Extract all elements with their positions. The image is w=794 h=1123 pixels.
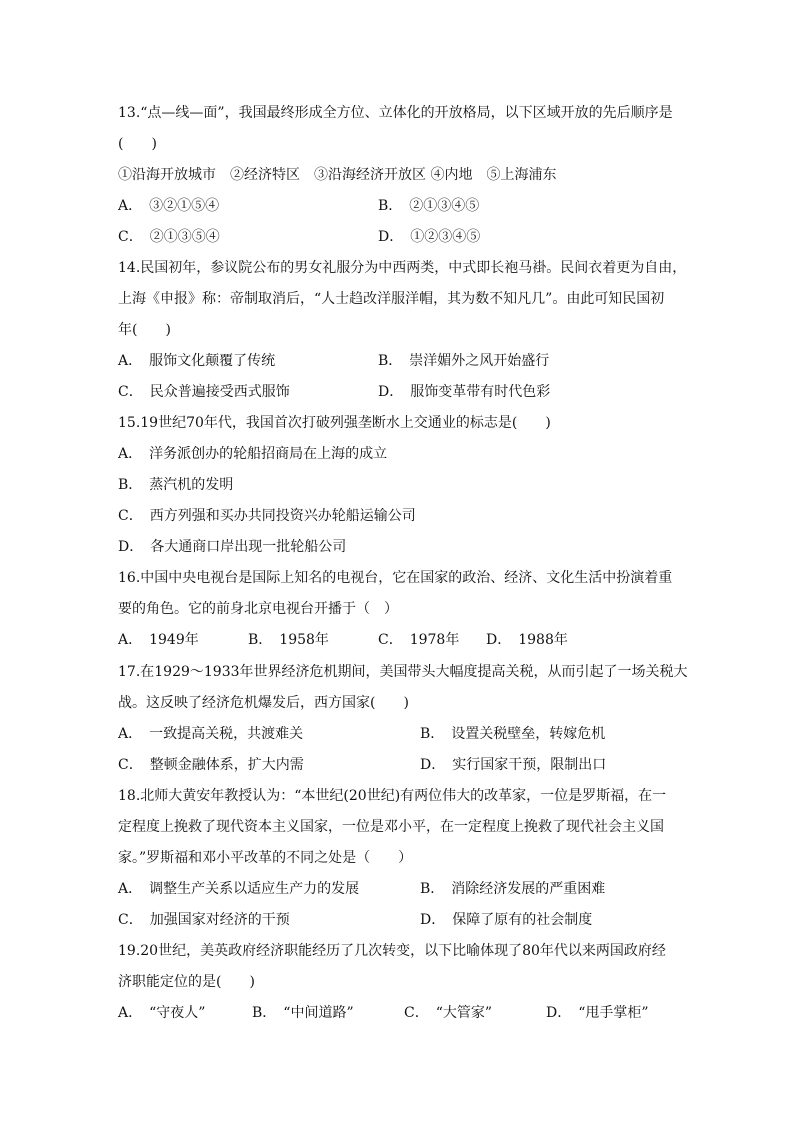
question-18-option-d: D． 保障了原有的社会制度: [420, 912, 593, 928]
question-15-option-c: C． 西方列强和买办共同投资兴办轮船运输公司: [118, 508, 416, 524]
question-13-stem-line-1: 13.“点—线—面”，我国最终形成全方位、立体化的开放格局，以下区域开放的先后顺序是: [118, 105, 673, 121]
question-13-items: ①沿海开放城市 ②经济特区 ③沿海经济开放区 ④内地 ⑤上海浦东: [118, 167, 557, 183]
question-16-option-d: D． 1988年: [486, 632, 568, 648]
question-17-option-b: B． 设置关税壁垒，转嫁危机: [420, 726, 606, 742]
question-17-stem-line-1: 17.在1929～1933年世界经济危机期间，美国带头大幅度提高关税，从而引起了一场关税大: [118, 664, 688, 680]
question-18-option-b: B． 消除经济发展的严重困难: [420, 881, 606, 897]
question-19-option-b: B． “中间道路”: [252, 1005, 354, 1021]
question-16-stem-line-1: 16.中国中央电视台是国际上知名的电视台，它在国家的政治、经济、文化生活中扮演着重: [118, 570, 673, 586]
question-17-stem-line-2: 战。这反映了经济危机爆发后，西方国家( ): [118, 695, 409, 711]
question-13-option-b: B． ②①③④⑤: [378, 198, 480, 214]
question-14-option-a: A． 服饰文化颠覆了传统: [118, 353, 276, 369]
question-15-option-a: A． 洋务派创办的轮船招商局在上海的成立: [118, 446, 388, 462]
question-18-stem-line-3: 家。”罗斯福和邓小平改革的不同之处是（ ）: [118, 850, 413, 866]
question-19-stem-line-1: 19.20世纪，美英政府经济职能经历了几次转变，以下比喻体现了80年代以来两国政府经: [118, 943, 666, 959]
question-16-option-b: B． 1958年: [248, 632, 329, 648]
question-14-option-d: D． 服饰变革带有时代色彩: [378, 384, 551, 400]
question-18-option-a: A． 调整生产关系以适应生产力的发展: [118, 881, 360, 897]
question-17-option-c: C． 整顿金融体系，扩大内需: [118, 757, 304, 773]
question-13-option-d: D． ①②③④⑤: [378, 229, 481, 245]
question-15-stem: 15.19世纪70年代，我国首次打破列强垄断水上交通业的标志是( ): [118, 415, 551, 431]
question-16-option-c: C． 1978年: [378, 632, 460, 648]
question-18-stem-line-2: 定程度上挽救了现代资本主义国家，一位是邓小平，在一定程度上挽救了现代社会主义国: [118, 819, 664, 835]
question-15-option-d: D． 各大通商口岸出现一批轮船公司: [118, 539, 347, 555]
question-19-option-a: A． “守夜人”: [118, 1005, 206, 1021]
question-19-option-d: D． “甩手掌柜”: [546, 1005, 649, 1021]
question-14-stem-line-1: 14.民国初年，参议院公布的男女礼服分为中西两类，中式即长袍马褂。民间衣着更为自由，: [118, 260, 687, 276]
question-13-option-c: C． ②①③⑤④: [118, 229, 220, 245]
question-19-stem-line-2: 济职能定位的是( ): [118, 974, 255, 990]
question-13-option-a: A． ③②①⑤④: [118, 198, 220, 214]
question-19-option-c: C． “大管家”: [404, 1005, 493, 1021]
question-14-stem-line-3: 年( ): [118, 322, 171, 338]
question-16-option-a: A． 1949年: [118, 632, 199, 648]
question-17-option-d: D． 实行国家干预，限制出口: [420, 757, 607, 773]
question-14-option-c: C． 民众普遍接受西式服饰: [118, 384, 290, 400]
question-18-stem-line-1: 18.北师大黄安年教授认为：“本世纪(20世纪)有两位伟大的改革家，一位是罗斯福，在一: [118, 788, 667, 804]
question-16-stem-line-2: 要的角色。它的前身北京电视台开播于（ ）: [118, 601, 398, 617]
question-18-option-c: C． 加强国家对经济的干预: [118, 912, 290, 928]
question-15-option-b: B． 蒸汽机的发明: [118, 477, 234, 493]
question-14-stem-line-2: 上海《申报》称：帝制取消后，“人士趋改洋服洋帽，其为数不知凡几”。由此可知民国初: [118, 291, 665, 307]
question-14-option-b: B． 崇洋媚外之风开始盛行: [378, 353, 550, 369]
question-13-stem-line-2: ( ): [118, 136, 157, 152]
question-17-option-a: A． 一致提高关税，共渡难关: [118, 726, 304, 742]
